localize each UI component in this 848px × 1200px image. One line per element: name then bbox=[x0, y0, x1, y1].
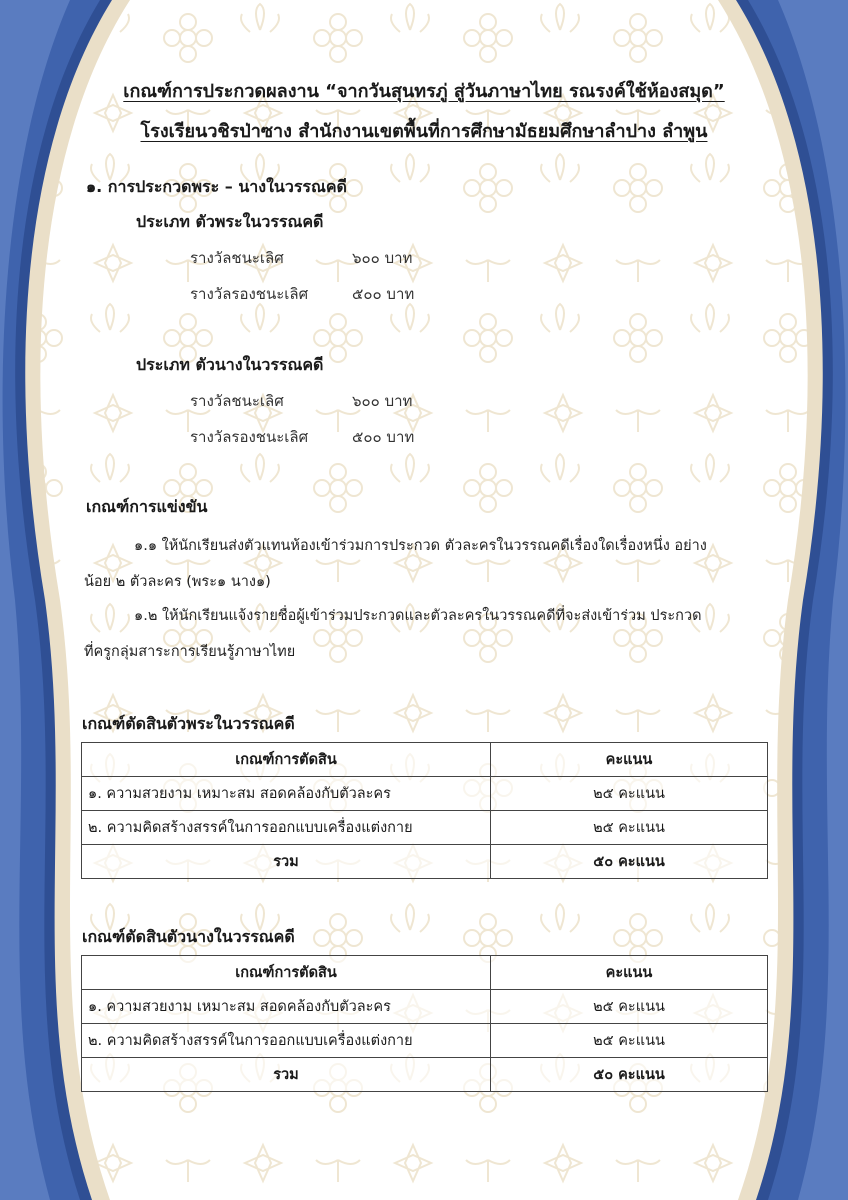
total-label: รวม bbox=[82, 845, 491, 879]
total-score: ๕๐ คะแนน bbox=[491, 845, 768, 879]
score-cell: ๒๕ คะแนน bbox=[491, 777, 768, 811]
score-cell: ๒๕ คะแนน bbox=[491, 1024, 768, 1058]
criterion-cell: ๒. ความคิดสร้างสรรค์ในการออกแบบเครื่องแต่งกาย bbox=[82, 1024, 491, 1058]
category-heading-male: ประเภท ตัวพระในวรรณคดี bbox=[136, 212, 324, 231]
page-title: เกณฑ์การประกวดผลงาน “จากวันสุนทรภู่ สู่วันภาษาไทย รณรงค์ใช้ห้องสมุด” bbox=[123, 81, 725, 102]
column-header: คะแนน bbox=[491, 743, 768, 777]
prize-name: รางวัลชนะเลิศ bbox=[190, 392, 284, 410]
section-heading: ๑. การประกวดพระ – นางในวรรณคดี bbox=[86, 177, 347, 196]
table-heading: เกณฑ์ตัดสินตัวพระในวรรณคดี bbox=[82, 714, 295, 733]
criterion-cell: ๒. ความคิดสร้างสรรค์ในการออกแบบเครื่องแต่งกาย bbox=[82, 811, 491, 845]
score-cell: ๒๕ คะแนน bbox=[491, 811, 768, 845]
criterion-cell: ๑. ความสวยงาม เหมาะสม สอดคล้องกับตัวละคร bbox=[82, 777, 491, 811]
total-label: รวม bbox=[82, 1058, 491, 1092]
prize-amount: ๕๐๐ บาท bbox=[352, 285, 415, 303]
column-header: คะแนน bbox=[491, 956, 768, 990]
table-heading: เกณฑ์ตัดสินตัวนางในวรรณคดี bbox=[82, 927, 295, 946]
prize-name: รางวัลรองชนะเลิศ bbox=[190, 428, 309, 446]
criterion-cell: ๑. ความสวยงาม เหมาะสม สอดคล้องกับตัวละคร bbox=[82, 990, 491, 1024]
prize-name: รางวัลรองชนะเลิศ bbox=[190, 285, 309, 303]
prize-name: รางวัลชนะเลิศ bbox=[190, 249, 284, 267]
criteria-table bbox=[81, 955, 768, 1092]
prize-amount: ๖๐๐ บาท bbox=[352, 392, 413, 410]
rule-text: ที่ครูกลุ่มสาระการเรียนรู้ภาษาไทย bbox=[84, 644, 296, 660]
table-total-row bbox=[82, 845, 768, 879]
table-row bbox=[82, 990, 768, 1024]
table-row bbox=[82, 777, 768, 811]
category-heading-female: ประเภท ตัวนางในวรรณคดี bbox=[136, 355, 324, 374]
rules-heading: เกณฑ์การแข่งขัน bbox=[86, 497, 208, 516]
rule-text: น้อย ๒ ตัวละคร (พระ๑ นาง๑) bbox=[84, 574, 271, 590]
total-score: ๕๐ คะแนน bbox=[491, 1058, 768, 1092]
table-header-row bbox=[82, 956, 768, 990]
table-row bbox=[82, 1024, 768, 1058]
column-header: เกณฑ์การตัดสิน bbox=[82, 743, 491, 777]
table-row bbox=[82, 811, 768, 845]
criteria-table bbox=[81, 742, 768, 879]
rule-text: ๑.๒ ให้นักเรียนแจ้งรายชื่อผู้เข้าร่วมประกวดและตัวละครในวรรณคดีที่จะส่งเข้าร่วม ประกวด bbox=[134, 608, 702, 624]
prize-amount: ๖๐๐ บาท bbox=[352, 249, 413, 267]
score-cell: ๒๕ คะแนน bbox=[491, 990, 768, 1024]
page-subtitle: โรงเรียนวชิรป่าซาง สำนักงานเขตพื้นที่การศึกษามัธยมศึกษาลำปาง ลำพูน bbox=[140, 121, 708, 142]
column-header: เกณฑ์การตัดสิน bbox=[82, 956, 491, 990]
prize-amount: ๕๐๐ บาท bbox=[352, 428, 415, 446]
rule-text: ๑.๑ ให้นักเรียนส่งตัวแทนห้องเข้าร่วมการประกวด ตัวละครในวรรณคดีเรื่องใดเรื่องหนึ่ง อย่าง bbox=[134, 538, 707, 554]
table-header-row bbox=[82, 743, 768, 777]
table-total-row bbox=[82, 1058, 768, 1092]
